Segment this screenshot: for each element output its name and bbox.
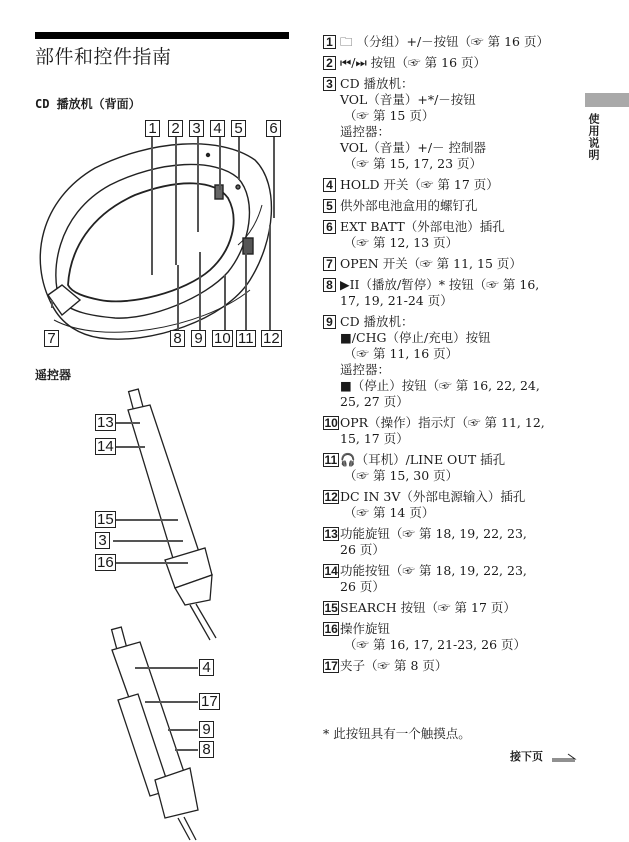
- list-item: [323, 314, 588, 410]
- item-text-line: ⏮/⏭ 按钮（☞ 第 16 页）: [340, 55, 487, 70]
- item-text-line: （☞ 第 15, 30 页）: [344, 468, 459, 483]
- cd-callout-4: 4: [210, 120, 225, 137]
- item-number-badge: 1: [323, 35, 336, 49]
- item-text-line: CD 播放机：: [340, 314, 414, 329]
- item-text-line: 🎧（耳机）/LINE OUT 插孔: [340, 452, 506, 467]
- list-item: [323, 177, 588, 193]
- cd-callout-11: 11: [238, 330, 254, 347]
- item-number-badge: 17: [324, 659, 338, 673]
- item-text-line: CD 播放机：: [340, 76, 414, 91]
- item-number-badge: 9: [323, 315, 336, 329]
- list-item: [323, 658, 588, 674]
- list-item: [323, 415, 588, 447]
- item-text-line: （☞ 第 11, 16 页）: [344, 346, 459, 361]
- item-text-line: （☞ 第 12, 13 页）: [344, 235, 459, 250]
- item-text-line: 功能按钮（☞ 第 18, 19, 22, 23,: [340, 563, 527, 578]
- list-item: [323, 76, 588, 172]
- remote-callout-14: 14: [97, 438, 114, 455]
- list-item: [323, 563, 588, 595]
- item-text-line: VOL（音量）+*/－按钮: [340, 92, 476, 107]
- item-text-line: DC IN 3V（外部电源输入）插孔: [340, 489, 526, 504]
- item-number-badge: 7: [323, 257, 336, 271]
- list-item: [323, 452, 588, 484]
- item-text-line: （☞ 第 14 页）: [344, 505, 435, 520]
- next-page-label: 接下页: [510, 750, 543, 763]
- cd-callout-10: 10: [214, 330, 231, 347]
- remote-callout-13: 13: [97, 414, 114, 431]
- item-text-line: SEARCH 按钮（☞ 第 17 页）: [340, 600, 516, 615]
- list-item: [323, 198, 588, 214]
- cd-callout-3: 3: [189, 120, 204, 137]
- cd-callout-7: 7: [44, 330, 59, 347]
- page-title: 部件和控件指南: [35, 46, 172, 68]
- remote-back-callout-4: 4: [199, 659, 214, 676]
- item-number-badge: 3: [323, 77, 336, 91]
- item-text-line: ■（停止）按钮（☞ 第 16, 22, 24,: [340, 378, 540, 393]
- remote-back-callout-17: 17: [201, 693, 218, 710]
- item-text-line: 🗀 （分组）+/－按钮（☞ 第 16 页）: [340, 34, 549, 49]
- item-number-badge: 15: [324, 601, 338, 615]
- item-text-line: ■/CHG（停止/充电）按钮: [340, 330, 491, 345]
- item-text-line: 夹子（☞ 第 8 页）: [340, 658, 448, 673]
- remote-front-illustration: [128, 389, 216, 640]
- item-text-line: （☞ 第 15 页）: [344, 108, 435, 123]
- remote-callout-16: 16: [97, 554, 114, 571]
- item-number-badge: 6: [323, 220, 336, 234]
- item-text-line: 25, 27 页）: [340, 394, 409, 409]
- cd-callout-5: 5: [231, 120, 246, 137]
- cd-callout-2: 2: [168, 120, 183, 137]
- remote-back-callout-8: 8: [199, 741, 214, 758]
- cd-callout-6: 6: [266, 120, 281, 137]
- side-tab-label: 使用说明: [587, 113, 600, 161]
- item-number-badge: 2: [323, 56, 336, 70]
- item-text-line: 操作旋钮: [340, 621, 391, 636]
- item-number-badge: 12: [324, 490, 338, 504]
- list-item: [323, 219, 588, 251]
- item-number-badge: 14: [324, 564, 338, 578]
- item-text-line: VOL（音量）+/－ 控制器: [340, 140, 487, 155]
- cd-callout-12: 12: [263, 330, 280, 347]
- item-text-line: 功能旋钮（☞ 第 18, 19, 22, 23,: [340, 526, 527, 541]
- remote-heading: 遥控器: [35, 368, 72, 382]
- list-item: [323, 34, 588, 50]
- item-text-line: 遥控器：: [340, 362, 391, 377]
- item-text-line: ▶II（播放/暂停）* 按钮（☞ 第 16,: [340, 277, 540, 292]
- item-text-line: EXT BATT（外部电池）插孔: [340, 219, 505, 234]
- list-item: [323, 277, 588, 309]
- item-number-badge: 10: [324, 416, 338, 430]
- cd-callout-1: 1: [145, 120, 160, 137]
- side-tab-marker: [585, 93, 629, 107]
- item-text-line: OPEN 开关（☞ 第 11, 15 页）: [340, 256, 522, 271]
- remote-back-illustration: [112, 627, 198, 840]
- item-text-line: （☞ 第 15, 17, 23 页）: [344, 156, 483, 171]
- item-number-badge: 16: [324, 622, 338, 636]
- item-text-line: 26 页）: [340, 579, 385, 594]
- item-text-line: （☞ 第 16, 17, 21-23, 26 页）: [344, 637, 527, 652]
- item-text-line: 17, 19, 21-24 页）: [340, 293, 453, 308]
- remote-callout-3: 3: [95, 532, 110, 549]
- item-number-badge: 4: [323, 178, 336, 192]
- parts-list: [323, 34, 588, 679]
- list-item: [323, 526, 588, 558]
- item-number-badge: 11: [324, 453, 338, 467]
- list-item: [323, 621, 588, 653]
- item-text-line: 遥控器：: [340, 124, 391, 139]
- item-text-line: 15, 17 页）: [340, 431, 409, 446]
- cd-callout-9: 9: [191, 330, 206, 347]
- item-number-badge: 5: [323, 199, 336, 213]
- item-text-line: 26 页）: [340, 542, 385, 557]
- item-number-badge: 13: [324, 527, 338, 541]
- cd-player-illustration: [40, 144, 271, 339]
- footnote: * 此按钮具有一个触摸点。: [323, 726, 471, 741]
- list-item: [323, 489, 588, 521]
- cd-player-heading: CD 播放机（背面）: [35, 97, 141, 111]
- item-number-badge: 8: [323, 278, 336, 292]
- list-item: [323, 256, 588, 272]
- item-text-line: OPR（操作）指示灯（☞ 第 11, 12,: [340, 415, 545, 430]
- item-text-line: 供外部电池盒用的螺钉孔: [340, 198, 478, 213]
- cd-callout-8: 8: [170, 330, 185, 347]
- list-item: [323, 55, 588, 71]
- list-item: [323, 600, 588, 616]
- remote-back-callout-9: 9: [199, 721, 214, 738]
- next-page-arrow-icon: [551, 752, 577, 762]
- remote-callout-15: 15: [97, 511, 114, 528]
- item-text-line: HOLD 开关（☞ 第 17 页）: [340, 177, 499, 192]
